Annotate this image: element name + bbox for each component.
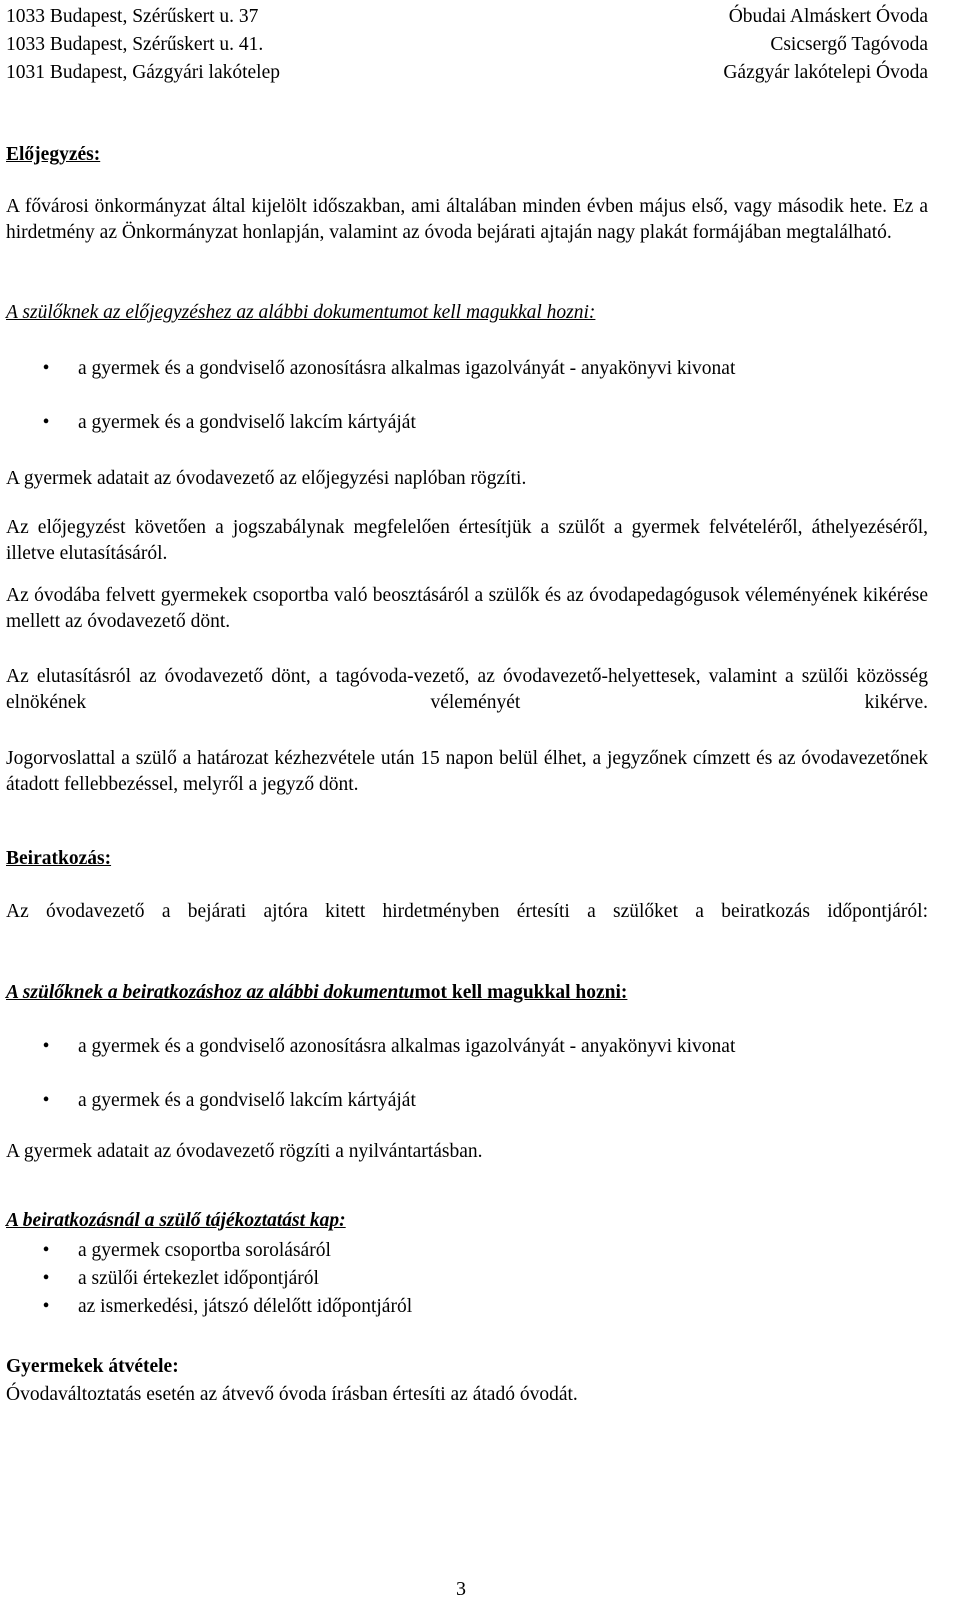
enrollment-docs-heading-part-a: A szülőknek a beiratkozáshoz az alábbi dokumentu bbox=[6, 982, 415, 1003]
bullet-icon: • bbox=[42, 1036, 50, 1057]
bullet-icon: • bbox=[42, 1296, 50, 1317]
address-row bbox=[6, 60, 928, 88]
bullet-icon: • bbox=[42, 412, 50, 433]
enrollment-info-heading: A beiratkozásnál a szülő tájékoztatást kap: bbox=[6, 1210, 346, 1231]
address-right: Óbudai Almáskert Óvoda bbox=[728, 6, 928, 27]
address-row bbox=[6, 32, 928, 60]
paragraph: A gyermek adatait az óvodavezető rögzíti a nyilvántartásban. bbox=[6, 1141, 483, 1162]
paragraph: Az előjegyzést követően a jogszabálynak megfelelően értesítjük a szülőt a gyermek felvételéről, áthelyezéséről, illetve elutasításáról. bbox=[6, 517, 928, 564]
list-item-text: a szülői értekezlet időpontjáról bbox=[78, 1268, 319, 1289]
transfer-heading: Gyermekek átvétele: bbox=[6, 1356, 179, 1377]
paragraph: Az óvodába felvett gyermekek csoportba való beosztásáról a szülők és az óvodapedagógusok véleményének kikérése mellett az óvodavezető dönt. bbox=[6, 585, 928, 632]
paragraph: Jogorvoslattal a szülő a határozat kézhezvétele után 15 napon belül élhet, a jegyzőnek címzett és az óvodavezetőnek átadott fellebbezéssel, melyről a jegyző dönt. bbox=[6, 748, 928, 795]
bullet-icon: • bbox=[42, 358, 50, 379]
address-left: 1033 Budapest, Szérűskert u. 41. bbox=[6, 34, 264, 55]
list-item-text: a gyermek és a gondviselő lakcím kártyáját bbox=[78, 412, 416, 433]
bullet-icon: • bbox=[42, 1268, 50, 1289]
address-left: 1033 Budapest, Szérűskert u. 37 bbox=[6, 6, 259, 27]
preenrollment-intro: A fővárosi önkormányzat által kijelölt időszakban, ami általában minden évben május első, vagy második hete. Ez a hirdetmény az Önkormányzat honlapján, valamint az óvoda bejárati ajtaján nagy plakát formájában megtalálható. bbox=[6, 196, 928, 243]
enrollment-intro: Az óvodavezető a bejárati ajtóra kitett hirdetményben értesíti a szülőket a beiratkozás időpontjáról: bbox=[6, 901, 928, 922]
enrollment-docs-heading bbox=[6, 980, 928, 1006]
enrollment-heading: Beiratkozás: bbox=[6, 848, 112, 869]
preenrollment-docs-heading: A szülőknek az előjegyzéshez az alábbi dokumentumot kell magukkal hozni: bbox=[6, 302, 596, 323]
list-item bbox=[6, 1034, 928, 1060]
transfer-text: Óvodaváltoztatás esetén az átvevő óvoda írásban értesíti az átadó óvodát. bbox=[6, 1384, 578, 1405]
paragraph: A gyermek adatait az óvodavezető az előjegyzési naplóban rögzíti. bbox=[6, 468, 527, 489]
list-item-text: a gyermek és a gondviselő azonosításra alkalmas igazolványát - anyakönyvi kivonat bbox=[78, 358, 736, 379]
list-item-text: a gyermek csoportba sorolásáról bbox=[78, 1240, 331, 1261]
list-item-text: a gyermek és a gondviselő lakcím kártyáját bbox=[78, 1090, 416, 1111]
address-left: 1031 Budapest, Gázgyári lakótelep bbox=[6, 62, 280, 83]
bullet-icon: • bbox=[42, 1240, 50, 1261]
list-item bbox=[6, 410, 928, 436]
address-right: Csicsergő Tagóvoda bbox=[770, 34, 928, 55]
list-item bbox=[6, 1088, 928, 1114]
address-right: Gázgyár lakótelepi Óvoda bbox=[723, 62, 928, 83]
paragraph: Az elutasításról az óvodavezető dönt, a tagóvoda-vezető, az óvodavezető-helyettesek, valamint a szülői közösség elnökének véleményét kikérve. bbox=[6, 666, 928, 713]
list-item bbox=[6, 1294, 928, 1320]
list-item bbox=[6, 1266, 928, 1292]
list-item-text: a gyermek és a gondviselő azonosításra alkalmas igazolványát - anyakönyvi kivonat bbox=[78, 1036, 736, 1057]
page-number: 3 bbox=[456, 1578, 466, 1600]
list-item bbox=[6, 1238, 928, 1264]
list-item-text: az ismerkedési, játszó délelőtt időpontjáról bbox=[78, 1296, 413, 1317]
list-item bbox=[6, 356, 928, 382]
preenrollment-heading: Előjegyzés: bbox=[6, 144, 101, 165]
enrollment-docs-heading-part-b: mot kell magukkal hozni: bbox=[414, 982, 628, 1003]
bullet-icon: • bbox=[42, 1090, 50, 1111]
address-row bbox=[6, 4, 928, 32]
